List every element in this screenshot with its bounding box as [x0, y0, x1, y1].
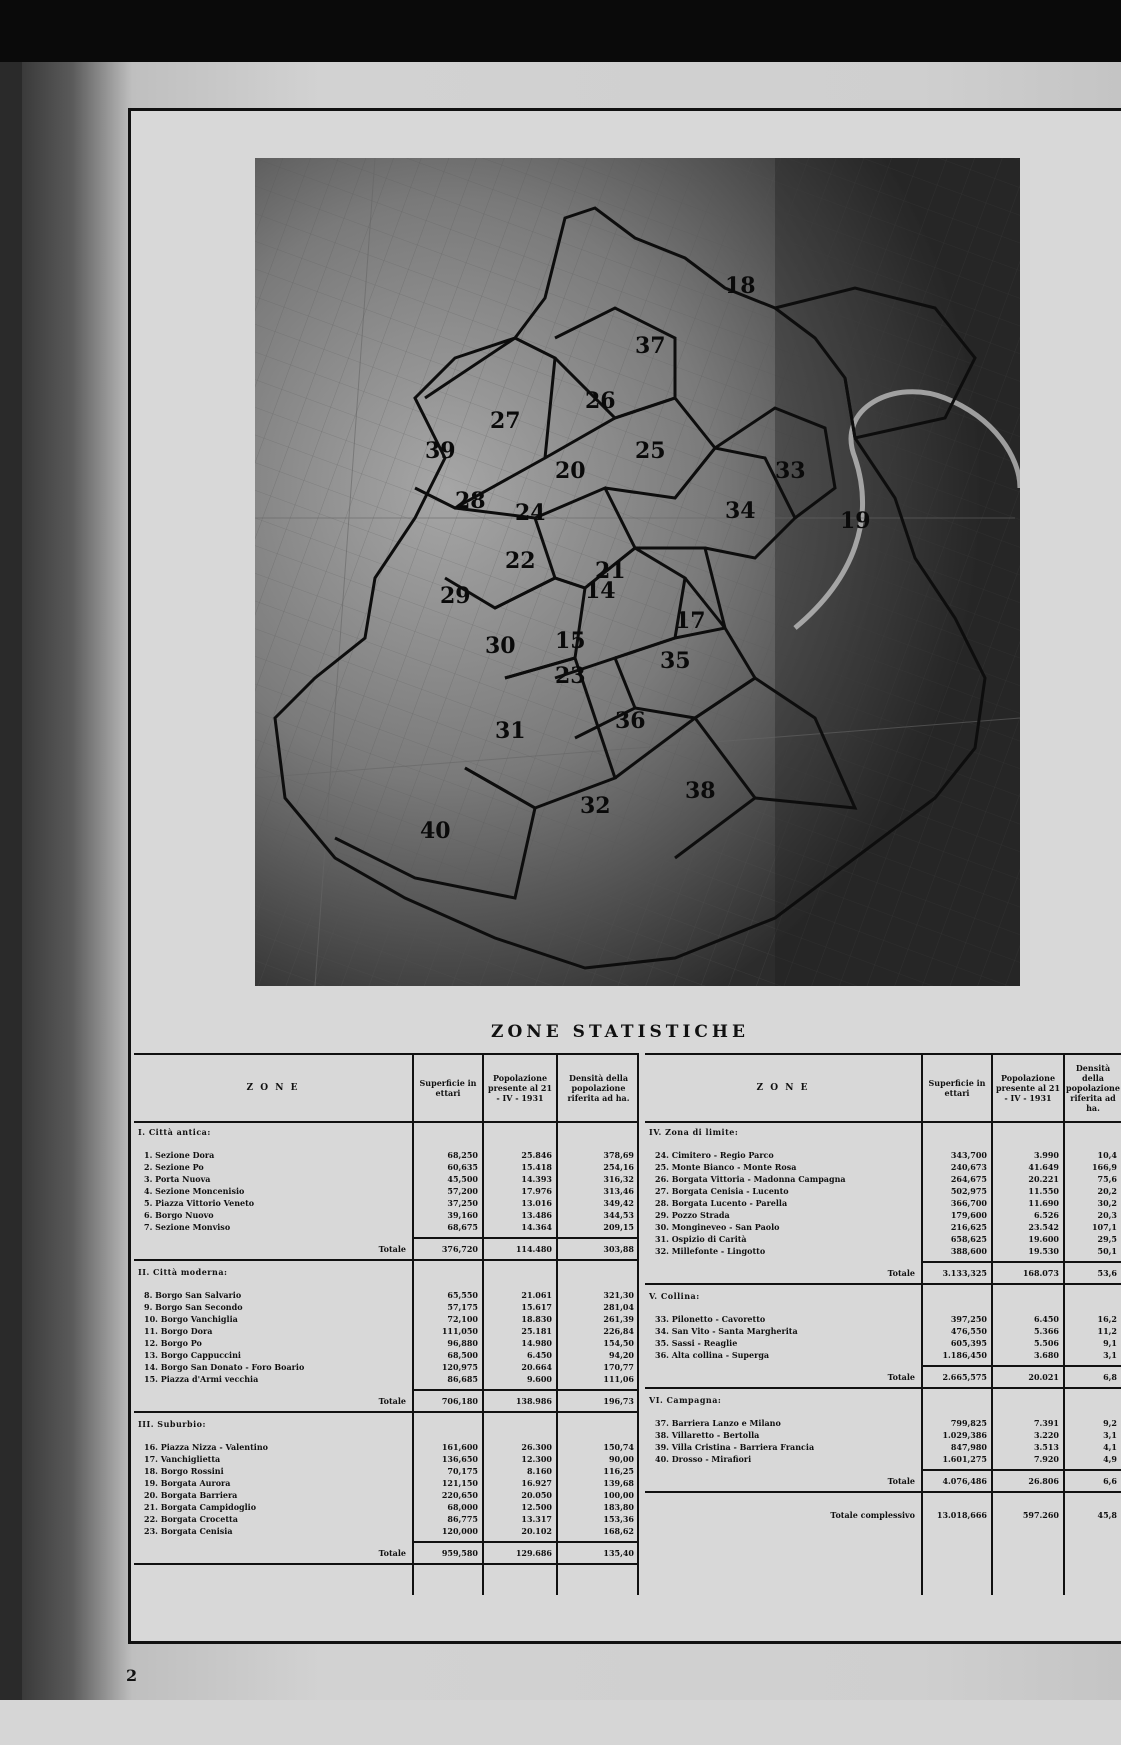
- area-cell: 216,625: [950, 1222, 987, 1232]
- table-row: [134, 1465, 639, 1477]
- population-cell: 20.050: [521, 1490, 552, 1500]
- zone-name: 13. Borgo Cappuccini: [144, 1350, 241, 1360]
- map-label: 28: [455, 488, 486, 514]
- group-divider: [134, 1259, 639, 1261]
- table-row: [134, 1325, 639, 1337]
- density-cell: 75,6: [1097, 1174, 1117, 1184]
- table-row: [645, 1313, 1121, 1325]
- zone-name: 29. Pozzo Strada: [655, 1210, 730, 1220]
- area-cell: 476,550: [950, 1326, 987, 1336]
- area-cell: 86,685: [447, 1374, 478, 1384]
- population-cell: 13.317: [521, 1514, 552, 1524]
- population-cell: 26.806: [1028, 1476, 1059, 1486]
- table-row: [134, 1161, 639, 1173]
- map-label: 30: [485, 633, 516, 659]
- zone-name: 16. Piazza Nizza - Valentino: [144, 1442, 268, 1452]
- zone-name: Totale: [378, 1396, 406, 1406]
- density-cell: 53,6: [1097, 1268, 1117, 1278]
- map-label: 20: [555, 458, 586, 484]
- table-row: [645, 1453, 1121, 1465]
- density-cell: 20,3: [1097, 1210, 1117, 1220]
- zone-name: Totale: [887, 1372, 915, 1382]
- scan-top-border: [0, 0, 1121, 62]
- map-label: 38: [685, 778, 716, 804]
- density-cell: 303,88: [603, 1244, 634, 1254]
- map-label: 24: [515, 500, 546, 526]
- total-divider: [412, 1389, 639, 1391]
- area-cell: 120,000: [441, 1526, 478, 1536]
- area-cell: 3.133,325: [942, 1268, 987, 1278]
- table-row: [134, 1209, 639, 1221]
- table-row: [645, 1173, 1121, 1185]
- zone-name: 38. Villaretto - Bertolla: [655, 1430, 760, 1440]
- zone-name: 1. Sezione Dora: [144, 1150, 215, 1160]
- group-divider: [645, 1387, 1121, 1389]
- zone-name: 22. Borgata Crocetta: [144, 1514, 238, 1524]
- population-cell: 7.391: [1033, 1418, 1059, 1428]
- total-divider: [921, 1261, 1121, 1263]
- population-cell: 9.600: [526, 1374, 552, 1384]
- map-label: 35: [660, 648, 691, 674]
- table-row: [645, 1245, 1121, 1257]
- area-cell: 111,050: [441, 1326, 478, 1336]
- area-cell: 96,880: [447, 1338, 478, 1348]
- area-cell: 220,650: [441, 1490, 478, 1500]
- map-label: 31: [495, 718, 526, 744]
- population-cell: 8.160: [526, 1466, 552, 1476]
- page-number: 2: [126, 1666, 138, 1685]
- area-cell: 1.029,386: [942, 1430, 987, 1440]
- zone-name: 2. Sezione Po: [144, 1162, 204, 1172]
- group-divider: [134, 1411, 639, 1413]
- population-cell: 15.617: [521, 1302, 552, 1312]
- population-cell: 6.450: [1033, 1314, 1059, 1324]
- population-cell: 5.366: [1033, 1326, 1059, 1336]
- population-cell: 18.830: [521, 1314, 552, 1324]
- area-cell: 86,775: [447, 1514, 478, 1524]
- area-cell: 70,175: [447, 1466, 478, 1476]
- population-cell: 3.990: [1033, 1150, 1059, 1160]
- table-row: [134, 1477, 639, 1489]
- population-cell: 14.393: [521, 1174, 552, 1184]
- table-header: [134, 1055, 639, 1123]
- zone-name: 21. Borgata Campidoglio: [144, 1502, 257, 1512]
- population-cell: 12.500: [521, 1502, 552, 1512]
- population-cell: 14.980: [521, 1338, 552, 1348]
- zone-name: 37. Barriera Lanzo e Milano: [655, 1418, 781, 1428]
- density-cell: 135,40: [603, 1548, 634, 1558]
- density-cell: 50,1: [1097, 1246, 1117, 1256]
- zone-name: 28. Borgata Lucento - Parella: [655, 1198, 788, 1208]
- population-cell: 14.364: [521, 1222, 552, 1232]
- map-label: 34: [725, 498, 756, 524]
- table-row: [134, 1197, 639, 1209]
- density-cell: 9,1: [1103, 1338, 1117, 1348]
- zone-name: 17. Vanchiglietta: [144, 1454, 221, 1464]
- area-cell: 264,675: [950, 1174, 987, 1184]
- density-cell: 166,9: [1091, 1162, 1117, 1172]
- table-row: [134, 1313, 639, 1325]
- total-divider: [412, 1237, 639, 1239]
- density-cell: 11,2: [1097, 1326, 1117, 1336]
- header-area: Superficie in ettari: [419, 1078, 477, 1098]
- map-label: 33: [775, 458, 806, 484]
- area-cell: 343,700: [950, 1150, 987, 1160]
- zone-table-left: [134, 1053, 639, 1558]
- table-row: [134, 1489, 639, 1501]
- area-cell: 1.601,275: [942, 1454, 987, 1464]
- table-row: [134, 1453, 639, 1465]
- zone-name: 4. Sezione Moncenisio: [144, 1186, 245, 1196]
- density-cell: 226,84: [603, 1326, 634, 1336]
- density-cell: 111,06: [603, 1374, 634, 1384]
- density-cell: 349,42: [603, 1198, 634, 1208]
- area-cell: 366,700: [950, 1198, 987, 1208]
- population-cell: 41.649: [1028, 1162, 1059, 1172]
- zone-name: 14. Borgo San Donato - Foro Boario: [144, 1362, 305, 1372]
- density-cell: 196,73: [603, 1396, 634, 1406]
- density-cell: 139,68: [603, 1478, 634, 1488]
- scan-bottom-border: [0, 1700, 1121, 1745]
- population-cell: 129.686: [515, 1548, 552, 1558]
- population-cell: 3.680: [1033, 1350, 1059, 1360]
- density-cell: 183,80: [603, 1502, 634, 1512]
- table-row: [134, 1501, 639, 1513]
- table-row: [134, 1185, 639, 1197]
- zone-name: 15. Piazza d'Armi vecchia: [144, 1374, 259, 1384]
- page-title: ZONE STATISTICHE: [491, 1022, 749, 1042]
- total-divider: [921, 1469, 1121, 1471]
- zone-name: 25. Monte Bianco - Monte Rosa: [655, 1162, 797, 1172]
- area-cell: 2.665,575: [942, 1372, 987, 1382]
- area-cell: 45,500: [447, 1174, 478, 1184]
- density-cell: 344,53: [603, 1210, 634, 1220]
- map-label: 17: [675, 608, 706, 634]
- zone-name: 23. Borgata Cenisia: [144, 1526, 233, 1536]
- map-label: 40: [420, 818, 451, 844]
- area-cell: 179,600: [950, 1210, 987, 1220]
- map-label: 19: [840, 508, 871, 534]
- area-cell: 68,675: [447, 1222, 478, 1232]
- map-image: [255, 158, 1020, 986]
- area-cell: 57,200: [447, 1186, 478, 1196]
- table-row: [645, 1161, 1121, 1173]
- table-row: [134, 1361, 639, 1373]
- group-title: III. Suburbio:: [138, 1419, 206, 1429]
- area-cell: 68,500: [447, 1350, 478, 1360]
- zone-name: 19. Borgata Aurora: [144, 1478, 231, 1488]
- area-cell: 68,250: [447, 1150, 478, 1160]
- zone-name: 18. Borgo Rossini: [144, 1466, 224, 1476]
- population-cell: 13.486: [521, 1210, 552, 1220]
- density-cell: 150,74: [603, 1442, 634, 1452]
- zone-name: 7. Sezione Monviso: [144, 1222, 231, 1232]
- table-row: [645, 1221, 1121, 1233]
- population-cell: 11.550: [1028, 1186, 1059, 1196]
- area-cell: 376,720: [441, 1244, 478, 1254]
- zone-name: 36. Alta collina - Superga: [655, 1350, 770, 1360]
- map-label: 32: [580, 793, 611, 819]
- table-row: [134, 1337, 639, 1349]
- area-cell: 120,975: [441, 1362, 478, 1372]
- area-cell: 502,975: [950, 1186, 987, 1196]
- table-row: [134, 1349, 639, 1361]
- zone-name: 20. Borgata Barriera: [144, 1490, 238, 1500]
- population-cell: 20.021: [1028, 1372, 1059, 1382]
- group-title: II. Città moderna:: [138, 1267, 228, 1277]
- density-cell: 6,6: [1103, 1476, 1117, 1486]
- population-cell: 23.542: [1028, 1222, 1059, 1232]
- map-label: 27: [490, 408, 521, 434]
- area-cell: 799,825: [950, 1418, 987, 1428]
- group-title: VI. Campagna:: [649, 1395, 722, 1405]
- density-cell: 10,4: [1097, 1150, 1117, 1160]
- zone-name: 34. San Vito - Santa Margherita: [655, 1326, 798, 1336]
- population-cell: 25.846: [521, 1150, 552, 1160]
- population-cell: 5.506: [1033, 1338, 1059, 1348]
- table-row: [134, 1149, 639, 1161]
- area-cell: 959,580: [441, 1548, 478, 1558]
- density-cell: 3,1: [1103, 1350, 1117, 1360]
- header-density: Densità della popolazione riferita ad ha.: [567, 1073, 630, 1103]
- density-cell: 170,77: [603, 1362, 634, 1372]
- group-title: I. Città antica:: [138, 1127, 211, 1137]
- area-cell: 397,250: [950, 1314, 987, 1324]
- table-header: [645, 1055, 1121, 1123]
- total-divider: [412, 1541, 639, 1543]
- density-cell: 20,2: [1097, 1186, 1117, 1196]
- zone-name: 32. Millefonte - Lingotto: [655, 1246, 766, 1256]
- table-row: [134, 1221, 639, 1233]
- density-cell: 30,2: [1097, 1198, 1117, 1208]
- population-cell: 25.181: [521, 1326, 552, 1336]
- area-cell: 1.186,450: [942, 1350, 987, 1360]
- table-row: [134, 1289, 639, 1301]
- map-label: 25: [635, 438, 666, 464]
- population-cell: 3.513: [1033, 1442, 1059, 1452]
- density-cell: 209,15: [603, 1222, 634, 1232]
- map-label: 26: [585, 388, 616, 414]
- zone-name: 40. Drosso - Mirafiori: [655, 1454, 752, 1464]
- density-cell: 4,9: [1103, 1454, 1117, 1464]
- population-cell: 15.418: [521, 1162, 552, 1172]
- zone-name: 39. Villa Cristina - Barriera Francia: [655, 1442, 815, 1452]
- zone-name: Totale: [378, 1548, 406, 1558]
- population-cell: 17.976: [521, 1186, 552, 1196]
- population-cell: 7.920: [1033, 1454, 1059, 1464]
- area-cell: 72,100: [447, 1314, 478, 1324]
- density-cell: 168,62: [603, 1526, 634, 1536]
- population-cell: 11.690: [1028, 1198, 1059, 1208]
- header-population: Popolazione presente al 21 - IV - 1931: [487, 1073, 553, 1103]
- population-cell: 19.530: [1028, 1246, 1059, 1256]
- table-row: [134, 1441, 639, 1453]
- header-zone: Z O N E: [246, 1083, 300, 1093]
- population-cell: 3.220: [1033, 1430, 1059, 1440]
- group-divider: [134, 1563, 639, 1565]
- density-cell: 378,69: [603, 1150, 634, 1160]
- table-row: [645, 1417, 1121, 1429]
- density-cell: 3,1: [1103, 1430, 1117, 1440]
- area-cell: 658,625: [950, 1234, 987, 1244]
- population-cell: 12.300: [521, 1454, 552, 1464]
- density-cell: 153,36: [603, 1514, 634, 1524]
- density-cell: 9,2: [1103, 1418, 1117, 1428]
- density-cell: 281,04: [603, 1302, 634, 1312]
- population-cell: 20.664: [521, 1362, 552, 1372]
- zone-map: [255, 158, 1020, 986]
- zone-table-right: [645, 1053, 1121, 1520]
- table-row: [134, 1373, 639, 1385]
- zone-name: 33. Pilonetto - Cavoretto: [655, 1314, 766, 1324]
- area-cell: 39,160: [447, 1210, 478, 1220]
- density-cell: 321,30: [603, 1290, 634, 1300]
- map-label: 37: [635, 333, 666, 359]
- map-label: 36: [615, 708, 646, 734]
- density-cell: 100,00: [603, 1490, 634, 1500]
- map-label: 22: [505, 548, 536, 574]
- population-cell: 21.061: [521, 1290, 552, 1300]
- zone-name: Totale complessivo: [830, 1510, 915, 1520]
- header-population: Popolazione presente al 21 - IV - 1931: [995, 1073, 1061, 1103]
- map-label: 23: [555, 663, 586, 689]
- population-cell: 138.986: [515, 1396, 552, 1406]
- density-cell: 261,39: [603, 1314, 634, 1324]
- zone-name: 12. Borgo Po: [144, 1338, 202, 1348]
- area-cell: 706,180: [441, 1396, 478, 1406]
- density-cell: 94,20: [608, 1350, 634, 1360]
- map-label: 21: [595, 558, 626, 584]
- map-label: 29: [440, 583, 471, 609]
- density-cell: 90,00: [608, 1454, 634, 1464]
- population-cell: 16.927: [521, 1478, 552, 1488]
- table-row: [645, 1441, 1121, 1453]
- density-cell: 29,5: [1097, 1234, 1117, 1244]
- group-divider: [645, 1283, 1121, 1285]
- area-cell: 388,600: [950, 1246, 987, 1256]
- zone-name: 30. Mongineveo - San Paolo: [655, 1222, 780, 1232]
- density-cell: 316,32: [603, 1174, 634, 1184]
- zone-name: 35. Sassi - Reaglie: [655, 1338, 738, 1348]
- area-cell: 65,550: [447, 1290, 478, 1300]
- table-row: [645, 1429, 1121, 1441]
- map-label: 18: [725, 273, 756, 299]
- density-cell: 6,8: [1103, 1372, 1117, 1382]
- map-label: 15: [555, 628, 586, 654]
- table-row: [645, 1197, 1121, 1209]
- zone-name: Totale: [887, 1476, 915, 1486]
- zone-name: 27. Borgata Cenisia - Lucento: [655, 1186, 789, 1196]
- header-area: Superficie in ettari: [928, 1078, 986, 1098]
- table-row: [134, 1525, 639, 1537]
- area-cell: 4.076,486: [942, 1476, 987, 1486]
- density-cell: 154,50: [603, 1338, 634, 1348]
- header-density: Densità della popolazione riferita ad ha.: [1066, 1063, 1120, 1113]
- zone-name: Totale: [378, 1244, 406, 1254]
- population-cell: 20.102: [521, 1526, 552, 1536]
- density-cell: 4,1: [1103, 1442, 1117, 1452]
- density-cell: 313,46: [603, 1186, 634, 1196]
- area-cell: 57,175: [447, 1302, 478, 1312]
- zone-name: 10. Borgo Vanchiglia: [144, 1314, 238, 1324]
- area-cell: 60,635: [447, 1162, 478, 1172]
- area-cell: 136,650: [441, 1454, 478, 1464]
- area-cell: 847,980: [950, 1442, 987, 1452]
- zone-name: 31. Ospizio di Carità: [655, 1234, 747, 1244]
- area-cell: 13.018,666: [936, 1510, 987, 1520]
- zone-name: Totale: [887, 1268, 915, 1278]
- population-cell: 26.300: [521, 1442, 552, 1452]
- zone-name: 26. Borgata Vittoria - Madonna Campagna: [655, 1174, 846, 1184]
- zone-name: 9. Borgo San Secondo: [144, 1302, 243, 1312]
- population-cell: 20.221: [1028, 1174, 1059, 1184]
- table-row: [645, 1337, 1121, 1349]
- population-cell: 168.073: [1022, 1268, 1059, 1278]
- density-cell: 45,8: [1097, 1510, 1117, 1520]
- zone-name: 24. Cimitero - Regio Parco: [655, 1150, 774, 1160]
- table-row: [645, 1233, 1121, 1245]
- header-zone: Z O N E: [756, 1083, 810, 1093]
- group-title: IV. Zona di limite:: [649, 1127, 739, 1137]
- density-cell: 116,25: [603, 1466, 634, 1476]
- table-row: [134, 1301, 639, 1313]
- map-label: 14: [585, 578, 616, 604]
- area-cell: 68,000: [447, 1502, 478, 1512]
- area-cell: 240,673: [950, 1162, 987, 1172]
- zone-name: 5. Piazza Vittorio Veneto: [144, 1198, 255, 1208]
- population-cell: 6.450: [526, 1350, 552, 1360]
- area-cell: 161,600: [441, 1442, 478, 1452]
- group-title: V. Collina:: [649, 1291, 700, 1301]
- table-row: [645, 1149, 1121, 1161]
- density-cell: 254,16: [603, 1162, 634, 1172]
- table-row: [134, 1513, 639, 1525]
- population-cell: 597.260: [1022, 1510, 1059, 1520]
- table-row: [645, 1209, 1121, 1221]
- group-divider: [645, 1491, 1121, 1493]
- total-divider: [921, 1365, 1121, 1367]
- table-row: [134, 1173, 639, 1185]
- zone-name: 8. Borgo San Salvario: [144, 1290, 242, 1300]
- zone-name: 11. Borgo Dora: [144, 1326, 213, 1336]
- table-row: [645, 1349, 1121, 1361]
- population-cell: 19.600: [1028, 1234, 1059, 1244]
- population-cell: 114.480: [515, 1244, 552, 1254]
- table-row: [645, 1325, 1121, 1337]
- population-cell: 6.526: [1033, 1210, 1059, 1220]
- area-cell: 121,150: [441, 1478, 478, 1488]
- zone-name: 3. Porta Nuova: [144, 1174, 211, 1184]
- area-cell: 37,250: [447, 1198, 478, 1208]
- population-cell: 13.016: [521, 1198, 552, 1208]
- density-cell: 16,2: [1097, 1314, 1117, 1324]
- map-label: 39: [425, 438, 456, 464]
- area-cell: 605,395: [950, 1338, 987, 1348]
- table-row: [645, 1185, 1121, 1197]
- density-cell: 107,1: [1091, 1222, 1117, 1232]
- zone-name: 6. Borgo Nuovo: [144, 1210, 214, 1220]
